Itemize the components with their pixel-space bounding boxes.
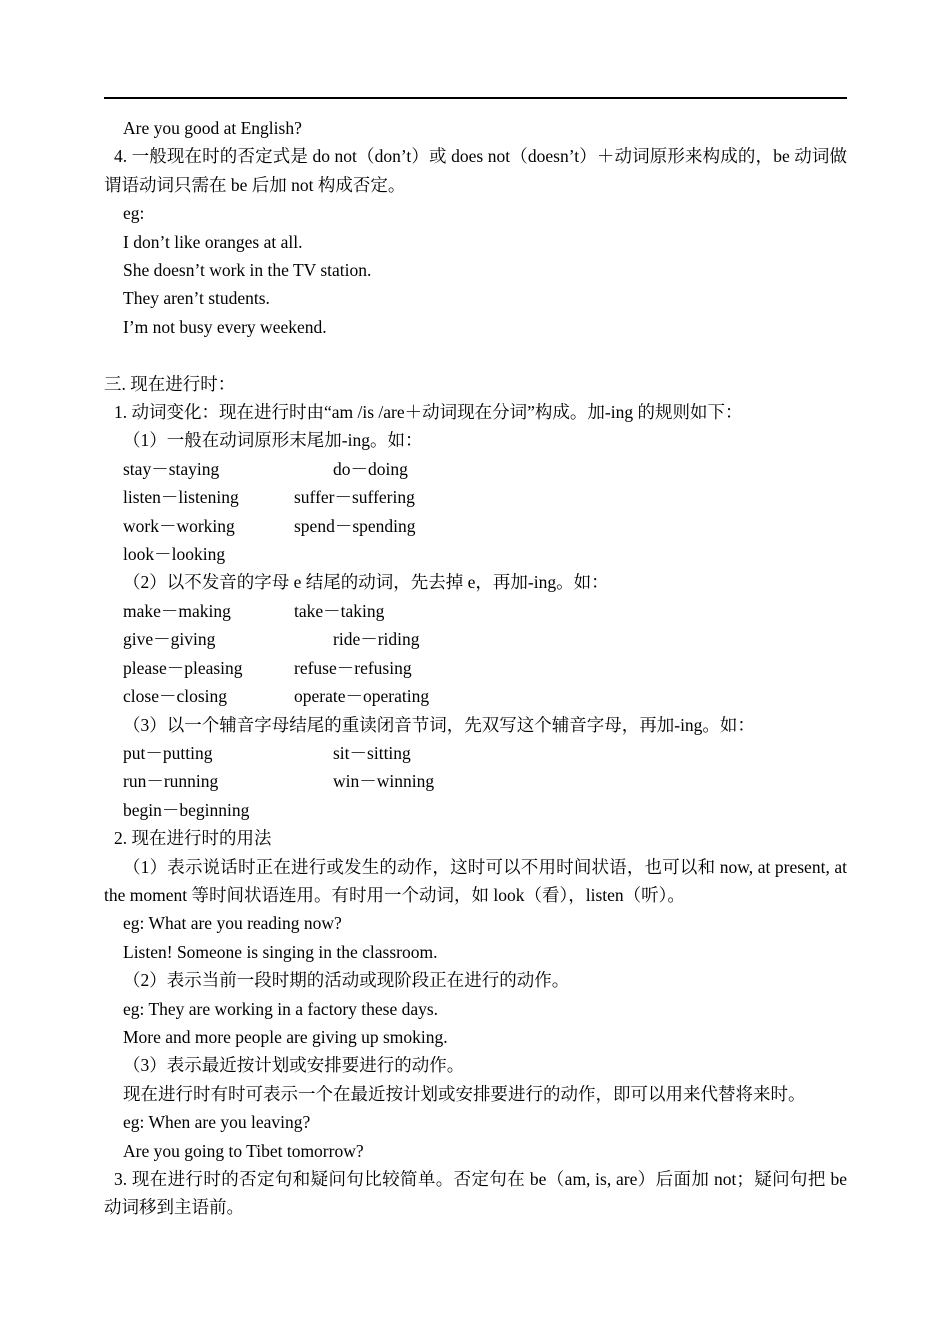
word-pair: spend－spending (294, 515, 416, 536)
example-sentence: eg: When are you leaving? (123, 1112, 311, 1133)
word-pair: ride－riding (333, 629, 420, 650)
word-pair: win－winning (333, 771, 435, 792)
word-pair-row (104, 455, 864, 483)
word-pair-row (104, 597, 864, 625)
word-pair-row (104, 483, 864, 511)
word-pair-row (104, 682, 864, 710)
rule-3: （3）以一个辅音字母结尾的重读闭音节词，先双写这个辅音字母，再加-ing。如： (123, 714, 755, 735)
word-pair: make－making (123, 600, 231, 621)
word-pair: operate－operating (294, 686, 430, 707)
word-pair: take－taking (294, 600, 385, 621)
example-sentence: I don’t like oranges at all. (123, 231, 303, 252)
rule-1: （1）一般在动词原形末尾加-ing。如： (123, 430, 423, 451)
word-pair: do－doing (333, 458, 408, 479)
usage-2: （2）表示当前一段时期的活动或现阶段正在进行的动作。 (123, 970, 570, 991)
word-pair: sit－sitting (333, 742, 411, 763)
word-pair: look－looking (123, 544, 226, 565)
example-sentence: Are you going to Tibet tomorrow? (123, 1140, 364, 1161)
usage-3-description: 现在进行时有时可表示一个在最近按计划或安排要进行的动作，即可以用来代替将来时。 (123, 1083, 806, 1104)
word-pair: begin－beginning (123, 799, 250, 820)
spacer (104, 341, 864, 369)
word-pair-row (104, 540, 864, 568)
usage-3: （3）表示最近按计划或安排要进行的动作。 (123, 1055, 465, 1076)
word-pair-row (104, 739, 864, 767)
word-pair: run－running (123, 771, 219, 792)
word-pair: work－working (123, 515, 235, 536)
example-sentence: They aren’t students. (123, 288, 270, 309)
point-3-negative-question: 3. 现在进行时的否定句和疑问句比较简单。否定句在 be（am, is, are）后面加 not；疑问句把 be 动词移到主语前。 (104, 1169, 847, 1218)
point-1-verb-change: 1. 动词变化：现在进行时由“am /is /are＋动词现在分词”构成。加-ing 的规则如下： (114, 402, 743, 423)
point-2-usage: 2. 现在进行时的用法 (114, 828, 272, 849)
example-sentence: eg: They are working in a factory these days. (123, 998, 439, 1019)
word-pair: refuse－refusing (294, 657, 412, 678)
word-pair: stay－staying (123, 458, 220, 479)
example-question: Are you good at English? (123, 118, 302, 138)
example-sentence: Listen! Someone is singing in the classroom. (123, 941, 438, 962)
word-pair-row (104, 654, 864, 682)
document-body (104, 114, 864, 1222)
word-pair: put－putting (123, 742, 213, 763)
word-pair: suffer－suffering (294, 487, 415, 508)
word-pair-row (104, 512, 864, 540)
point-4-negative-form: 4. 一般现在时的否定式是 do not（don’t）或 does not（doesn’t）＋动词原形来构成的，be 动词做谓语动词只需在 be 后加 not 构成否定。 (104, 146, 847, 195)
header-rule (104, 97, 847, 99)
rule-2: （2）以不发音的字母 e 结尾的动词，先去掉 e，再加-ing。如： (123, 572, 609, 593)
example-sentence: More and more people are giving up smoking. (123, 1026, 448, 1047)
word-pair: close－closing (123, 686, 228, 707)
word-pair: please－pleasing (123, 657, 243, 678)
example-sentence: eg: What are you reading now? (123, 913, 342, 934)
section-heading: 三. 现在进行时： (104, 373, 236, 394)
word-pair: listen－listening (123, 487, 239, 508)
example-sentence: She doesn’t work in the TV station. (123, 260, 372, 281)
example-sentence: I’m not busy every weekend. (123, 316, 327, 337)
word-pair-row (104, 767, 864, 795)
eg-label: eg: (123, 203, 145, 224)
word-pair-row (104, 796, 864, 824)
word-pair-row (104, 625, 864, 653)
word-pair: give－giving (123, 629, 216, 650)
usage-1: （1）表示说话时正在进行或发生的动作，这时可以不用时间状语，也可以和 now, at present, at the moment 等时间状语连用。有时用一个动词，如 look（看），listen（听）。 (104, 856, 847, 905)
